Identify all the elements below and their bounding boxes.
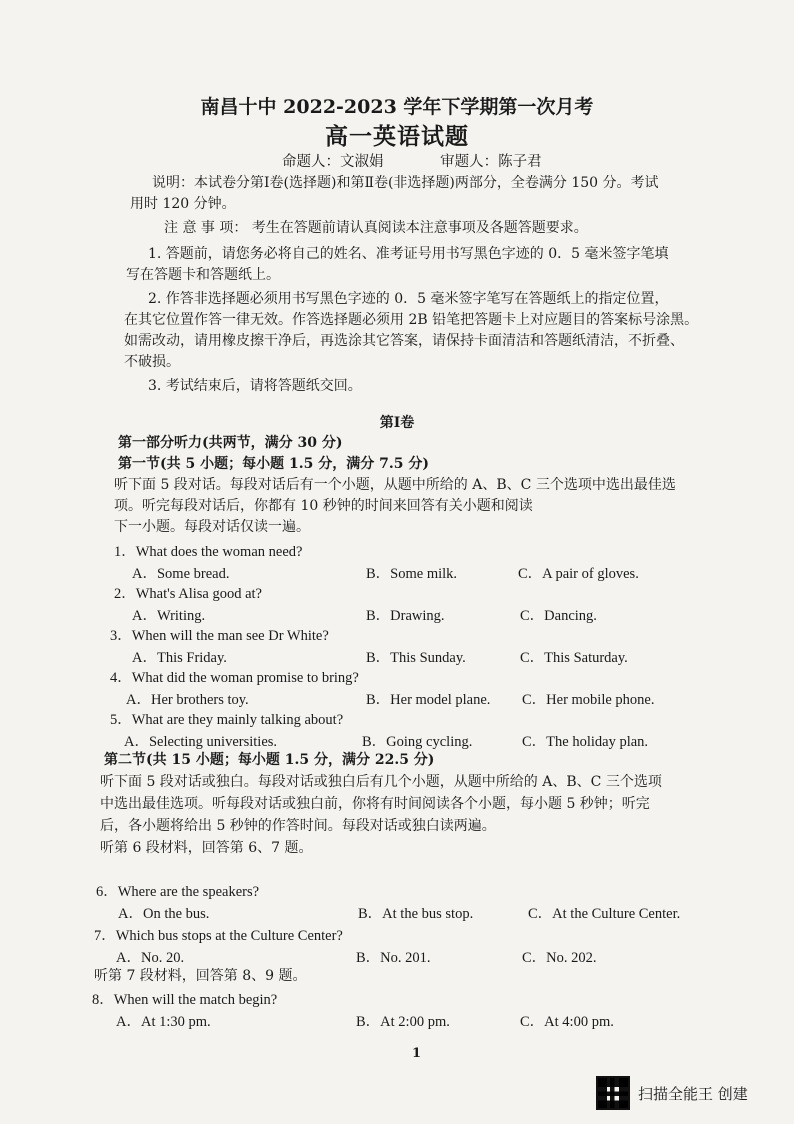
q8-option-a: A．At 1:30 pm. <box>116 1014 211 1030</box>
section1-desc-1: 听下面 5 段对话。每段对话后有一个小题，从题中所给的 A、B、C 三个选项中选出最佳选 <box>114 477 676 493</box>
q4-option-b: B．Her model plane. <box>366 692 491 708</box>
q1-option-c: C．A pair of gloves. <box>518 566 639 582</box>
instruction-line-2: 用时 120 分钟。 <box>130 196 236 212</box>
q8-option-c: C．At 4:00 pm. <box>520 1014 614 1030</box>
section1-desc-2: 项。听完每段对话后，你都有 10 秒钟的时间来回答有关小题和阅读 <box>114 498 533 514</box>
q7-option-b: B．No. 201. <box>356 950 431 966</box>
reviewer-name: 审题人：陈子君 <box>440 154 542 170</box>
section1-title: 第一节(共 5 小题；每小题 1.5 分，满分 7.5 分) <box>118 456 429 472</box>
scanner-footer <box>596 1076 748 1110</box>
authors-line <box>282 150 594 171</box>
exam-subtitle: 高一英语试题 <box>325 123 469 150</box>
section2-title: 第二节(共 15 小题；每小题 1.5 分，满分 22.5 分) <box>104 752 435 768</box>
page-number: 1 <box>412 1046 422 1061</box>
section2-desc-2: 中选出最佳选项。听每段对话或独白前，你将有时间阅读各个小题，每小题 5 秒钟；听完 <box>100 796 650 812</box>
section1-desc-3: 下一小题。每段对话仅读一遍。 <box>114 519 310 535</box>
q4-option-a: A．Her brothers toy. <box>126 692 249 708</box>
instruction-item1b: 写在答题卡和答题纸上。 <box>126 267 280 283</box>
listen-7-instruction: 听第 7 段材料，回答第 8、9 题。 <box>94 968 307 984</box>
notice-line: 注 意 事 项： 考生在答题前请认真阅读本注意事项及各题答题要求。 <box>164 220 588 236</box>
instruction-item2d: 不破损。 <box>124 354 180 370</box>
exam-title: 南昌十中 2022-2023 学年下学期第一次月考 <box>200 96 594 118</box>
instruction-item2b: 在其它位置作答一律无效。作答选择题必须用 2B 铅笔把答题卡上对应题目的答案标号涂黑。 <box>124 312 699 328</box>
q6-option-a: A．On the bus. <box>118 906 210 922</box>
q3-option-a: A．This Friday. <box>132 650 227 666</box>
q7-option-c: C．No. 202. <box>522 950 597 966</box>
q2-option-b: B．Drawing. <box>366 608 445 624</box>
instruction-line-1: 说明：本试卷分第Ⅰ卷(选择题)和第Ⅱ卷(非选择题)两部分，全卷满分 150 分。考试 <box>152 175 659 191</box>
section2-desc-1: 听下面 5 段对话或独白。每段对话或独白后有几个小题，从题中所给的 A、B、C 三个选项 <box>100 774 662 790</box>
question-8: 8．When will the match begin? <box>92 992 278 1008</box>
question-2: 2．What's Alisa good at? <box>114 586 262 602</box>
question-6: 6．Where are the speakers? <box>96 884 260 900</box>
q8-option-b: B．At 2:00 pm. <box>356 1014 450 1030</box>
volume-heading: 第Ⅰ卷 <box>379 415 415 431</box>
qr-code-icon <box>596 1076 630 1110</box>
q6-option-c: C．At the Culture Center. <box>528 906 681 922</box>
instruction-item1a: 1. 答题前，请您务必将自己的姓名、准考证号用书写黑色字迹的 0．5 毫米签字笔填 <box>148 246 669 262</box>
q3-option-b: B．This Sunday. <box>366 650 466 666</box>
section2-desc-3: 后，各小题将给出 5 秒钟的作答时间。每段对话或独白读两遍。 <box>100 818 496 834</box>
q4-option-c: C．Her mobile phone. <box>522 692 655 708</box>
listen-6-instruction: 听第 6 段材料，回答第 6、7 题。 <box>100 840 313 856</box>
q5-option-c: C．The holiday plan. <box>522 734 649 750</box>
q5-option-b: B．Going cycling. <box>362 734 473 750</box>
question-1: 1．What does the woman need? <box>114 544 303 560</box>
question-5: 5．What are they mainly talking about? <box>110 712 344 728</box>
scanner-watermark-text: 扫描全能王 创建 <box>638 1084 748 1103</box>
q1-option-a: A．Some bread. <box>132 566 230 582</box>
question-3: 3．When will the man see Dr White? <box>110 628 329 644</box>
q2-option-c: C．Dancing. <box>520 608 597 624</box>
q1-option-b: B．Some milk. <box>366 566 458 582</box>
q3-option-c: C．This Saturday. <box>520 650 628 666</box>
q6-option-b: B．At the bus stop. <box>358 906 474 922</box>
question-4: 4．What did the woman promise to bring? <box>110 670 359 686</box>
question-7: 7．Which bus stops at the Culture Center? <box>94 928 343 944</box>
q2-option-a: A．Writing. <box>132 608 206 624</box>
part1-title: 第一部分听力(共两节，满分 30 分) <box>118 435 343 451</box>
q7-option-a: A．No. 20. <box>116 950 185 966</box>
instruction-item2a: 2. 作答非选择题必须用书写黑色字迹的 0．5 毫米签字笔写在答题纸上的指定位置， <box>148 291 669 307</box>
q5-option-a: A．Selecting universities. <box>124 734 278 750</box>
instruction-item3: 3. 考试结束后，请将答题纸交回。 <box>148 378 362 394</box>
instruction-item2c: 如需改动，请用橡皮擦干净后，再选涂其它答案，请保持卡面清洁和答题纸清洁，不折叠、 <box>124 333 684 349</box>
setter-name: 命题人：文淑娟 <box>282 154 384 170</box>
